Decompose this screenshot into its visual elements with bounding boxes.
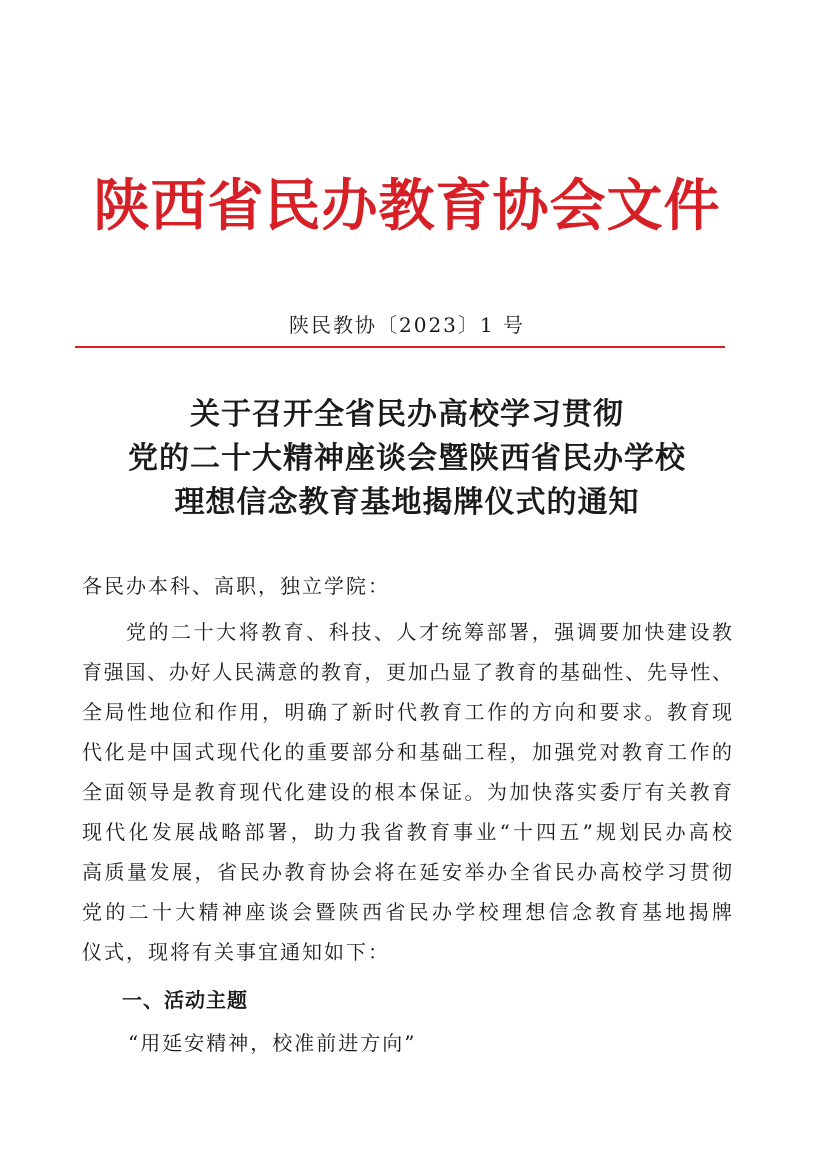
red-divider-line: [75, 346, 725, 348]
body-line: 仪式，现将有关事宜通知如下：: [82, 940, 390, 964]
body-line: 高质量发展，省民办教育协会将在延安举办全省民办高校学习贯彻: [82, 860, 732, 884]
body-line: 育强国、办好人民满意的教育，更加凸显了教育的基础性、先导性、: [82, 660, 732, 684]
notice-title-line: 党的二十大精神座谈会暨陕西省民办学校: [128, 441, 686, 476]
document-header-title: 陕西省民办教育协会文件: [93, 174, 721, 239]
body-line: 全面领导是教育现代化建设的根本保证。为加快落实委厅有关教育: [82, 780, 732, 804]
body-line: 全局性地位和作用，明确了新时代教育工作的方向和要求。教育现: [82, 700, 732, 724]
body-line: 代化是中国式现代化的重要部分和基础工程，加强党对教育工作的: [82, 740, 732, 764]
notice-title-line: 理想信念教育基地揭牌仪式的通知: [174, 485, 640, 520]
notice-title: [0, 393, 814, 525]
section-content: “用延安精神，校准前进方向”: [128, 1031, 417, 1055]
body-line: 党的二十大精神座谈会暨陕西省民办学校理想信念教育基地揭牌: [82, 900, 732, 924]
body-line: 现代化发展战略部署，助力我省教育事业“十四五”规划民办高校: [82, 820, 732, 844]
body-paragraph: [82, 612, 732, 972]
document-number: 陕民教协〔2023〕1 号: [289, 313, 525, 337]
body-line: 党的二十大将教育、科技、人才统筹部署，强调要加快建设教: [126, 620, 732, 644]
salutation: 各民办本科、高职，独立学院：: [82, 574, 390, 598]
section-heading: 一、活动主题: [122, 988, 248, 1012]
notice-title-line: 关于召开全省民办高校学习贯彻: [190, 397, 624, 432]
